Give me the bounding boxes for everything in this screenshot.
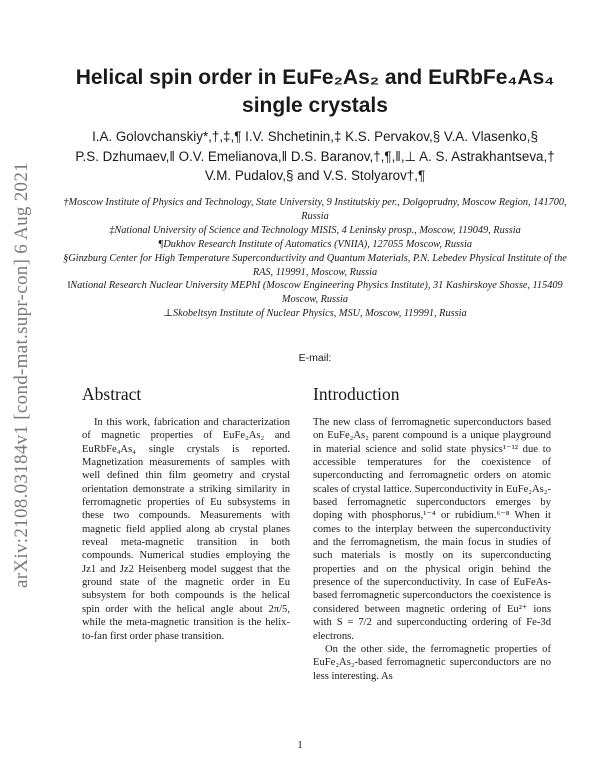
affiliation: ‖National Research Nuclear University MEPhI (Moscow Engineering Physics Institute), 31 Kashirskoye Shosse, 115409 Moscow, Russia — [67, 280, 563, 306]
introduction-heading: Introduction — [313, 384, 400, 404]
arxiv-stamp-text: arXiv:2108.03184v1 [cond-mat.supr-con] 6 Aug 2021 — [11, 162, 33, 588]
affiliation: †Moscow Institute of Physics and Technology, State University, 9 Institutskiy per., Dolgoprudny, Moscow Region, 141700, Russia — [63, 197, 567, 222]
introduction-body — [313, 416, 551, 683]
arxiv-stamp — [2, 150, 42, 600]
affiliation: ‡National University of Science and Technology MISIS, 4 Leninsky prosp., Moscow, 119049, Russia — [109, 224, 521, 236]
page-number: 1 — [297, 739, 303, 751]
affiliation: ¶Dukhov Research Institute of Automatics (VNIIA), 127055 Moscow, Russia — [157, 238, 473, 250]
authors-line-3: V.M. Pudalov,§ and V.S. Stolyarov†,¶ — [204, 168, 426, 183]
abstract-body — [82, 416, 290, 643]
affiliation: §Ginzburg Center for High Temperature Superconductivity and Quantum Materials, P.N. Lebedev Physical Institute of the RAS, 119991, Moscow, Russia — [63, 252, 567, 278]
intro-paragraph-2: On the other side, the ferromagnetic properties of EuFe₂As₂-based ferromagnetic superconductors are no less interesting. As — [313, 643, 551, 682]
title-line-2: single crystals — [242, 94, 388, 117]
authors-line-1: I.A. Golovchanskiy*,†,‡,¶ I.V. Shchetinin,‡ K.S. Pervakov,§ V.A. Vlasenko,§ — [92, 129, 538, 144]
authors-line-2: P.S. Dzhumaev,‖ O.V. Emelianova,‖ D.S. Baranov,†,¶,‖,⊥ A. S. Astrakhantseva,† — [75, 148, 555, 164]
title-line-1: Helical spin order in EuFe₂As₂ and EuRbFe₄As₄ — [75, 66, 555, 89]
abstract-heading: Abstract — [82, 384, 142, 404]
affiliation: ⊥Skobeltsyn Institute of Nuclear Physics, MSU, Moscow, 119991, Russia — [163, 308, 467, 320]
intro-paragraph-1: The new class of ferromagnetic superconductors based on EuFe₂As₂ parent compound is a unique playground in material science and solid state physics¹⁻¹² due to accessible temperatures for the coexistence of superconducting and ferromagnetic orders on atomic scales of crystal lattice. Superconductivity in EuFe₂As₂-based ferromagnetic superconductors emerges by doping with phosphorus,¹⁻⁴ or rubidium.⁶⁻⁸ When it comes to the interplay between the superconductivity and the ferromagnetism, the main focus in studies of such materials is mostly on its superconducting properties and on the physical origin behind the presence of the superconductivity. In case of EuFeAs-based ferromagnetic superconductors the coexistence is considered between magnetic ordering of Eu²⁺ ions with S = 7/2 and superconducting ordering of Fe-3d electrons. — [313, 417, 551, 642]
author-list — [60, 127, 570, 186]
abstract-paragraph: In this work, fabrication and characterization of magnetic properties of EuFe₂As₂ and EuRbFe₄As₄ single crystals is reported. Magnetization measurements of samples with well defined thin film geometry and crystal orientation demonstrate a striking similarity in ferromagnetic properties of Eu subsystems in these two compounds. Measurements with magnetic field applied along ab crystal planes reveal meta-magnetic transition in both compounds. Numerical studies employing the Jz1 and Jz2 Heisenberg model suggest that the ground state of the magnetic order in Eu subsystem for both compounds is the helical spin order with the helical angle about 2π/5, while the meta-magnetic transition is the helix-to-fan first order phase transition. — [82, 417, 290, 642]
email-line: E-mail: — [298, 352, 332, 364]
paper-title — [60, 64, 570, 120]
affiliations — [60, 196, 570, 321]
